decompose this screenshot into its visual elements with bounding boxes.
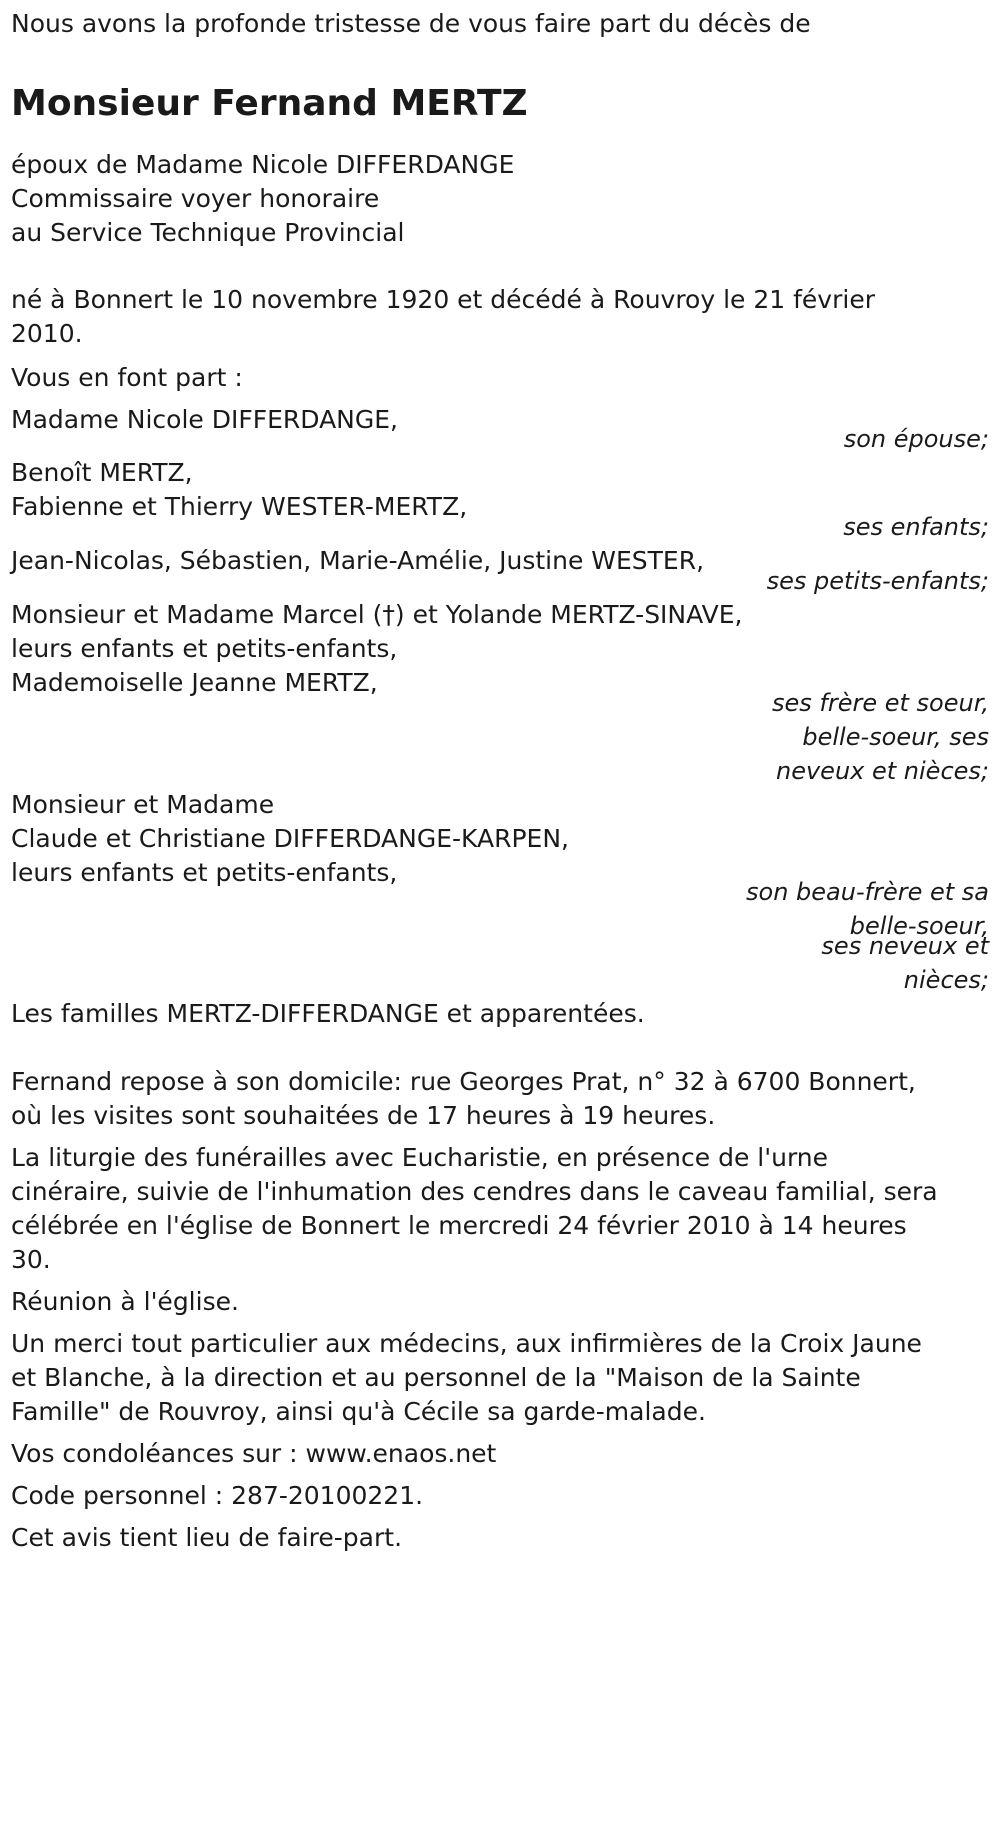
liturgy-line-2: cinéraire, suivie de l'inhumation des cendres dans le caveau familial, sera (11, 1177, 938, 1206)
liturgy-line-3: célébrée en l'église de Bonnert le mercredi 24 février 2010 à 14 heures (11, 1211, 907, 1240)
deceased-name: Monsieur Fernand MERTZ (11, 83, 528, 124)
family-sibling-3: Mademoiselle Jeanne MERTZ, (11, 668, 378, 697)
role-spouse: son épouse; (843, 425, 989, 453)
thanks-line-1: Un merci tout particulier aux médecins, aux infirmières de la Croix Jaune (11, 1329, 922, 1358)
role-inlaws-3: ses neveux et (821, 932, 989, 960)
closing-line: Cet avis tient lieu de faire-part. (11, 1523, 403, 1552)
family-grandchildren: Jean-Nicolas, Sébastien, Marie-Amélie, Justine WESTER, (11, 546, 705, 575)
family-sibling-1: Monsieur et Madame Marcel (†) et Yolande MERTZ-SINAVE, (11, 600, 743, 629)
code-line: Code personnel : 287-20100221. (11, 1481, 424, 1510)
spouse-line: époux de Madame Nicole DIFFERDANGE (11, 150, 515, 179)
profession-line: Commissaire voyer honoraire (11, 184, 380, 213)
family-inlaws-1: Monsieur et Madame (11, 790, 275, 819)
role-siblings-1: ses frère et soeur, (771, 689, 989, 717)
families-line: Les familles MERTZ-DIFFERDANGE et apparentées. (11, 999, 645, 1028)
role-grandchildren: ses petits-enfants; (766, 567, 989, 595)
family-child-2: Fabienne et Thierry WESTER-MERTZ, (11, 492, 468, 521)
reunion-line: Réunion à l'église. (11, 1287, 239, 1316)
role-inlaws-1: son beau-frère et sa (746, 878, 989, 906)
intro-text: Nous avons la profonde tristesse de vous faire part du décès de (11, 9, 811, 38)
condolences-line: Vos condoléances sur : www.enaos.net (11, 1439, 497, 1468)
liturgy-line-1: La liturgie des funérailles avec Eucharistie, en présence de l'urne (11, 1143, 829, 1172)
visitation-line-1: Fernand repose à son domicile: rue Georges Prat, n° 32 à 6700 Bonnert, (11, 1067, 916, 1096)
family-child-1: Benoît MERTZ, (11, 458, 193, 487)
service-line: au Service Technique Provincial (11, 218, 405, 247)
family-spouse: Madame Nicole DIFFERDANGE, (11, 405, 398, 434)
family-inlaws-3: leurs enfants et petits-enfants, (11, 858, 398, 887)
birth-death-line-2: 2010. (11, 319, 83, 348)
family-sibling-2: leurs enfants et petits-enfants, (11, 634, 398, 663)
role-children: ses enfants; (843, 513, 989, 541)
role-siblings-3: neveux et nièces; (776, 757, 989, 785)
role-inlaws-4: nièces; (903, 966, 989, 994)
visitation-line-2: où les visites sont souhaitées de 17 heures à 19 heures. (11, 1101, 716, 1130)
liturgy-line-4: 30. (11, 1245, 51, 1274)
role-inlaws-2: belle-soeur, (849, 912, 989, 940)
thanks-line-3: Famille" de Rouvroy, ainsi qu'à Cécile sa garde-malade. (11, 1397, 706, 1426)
thanks-line-2: et Blanche, à la direction et au personnel de la "Maison de la Sainte (11, 1363, 861, 1392)
announce-text: Vous en font part : (11, 363, 243, 392)
role-siblings-2: belle-soeur, ses (802, 723, 989, 751)
birth-death-line-1: né à Bonnert le 10 novembre 1920 et décédé à Rouvroy le 21 février (11, 285, 875, 314)
family-inlaws-2: Claude et Christiane DIFFERDANGE-KARPEN, (11, 824, 569, 853)
